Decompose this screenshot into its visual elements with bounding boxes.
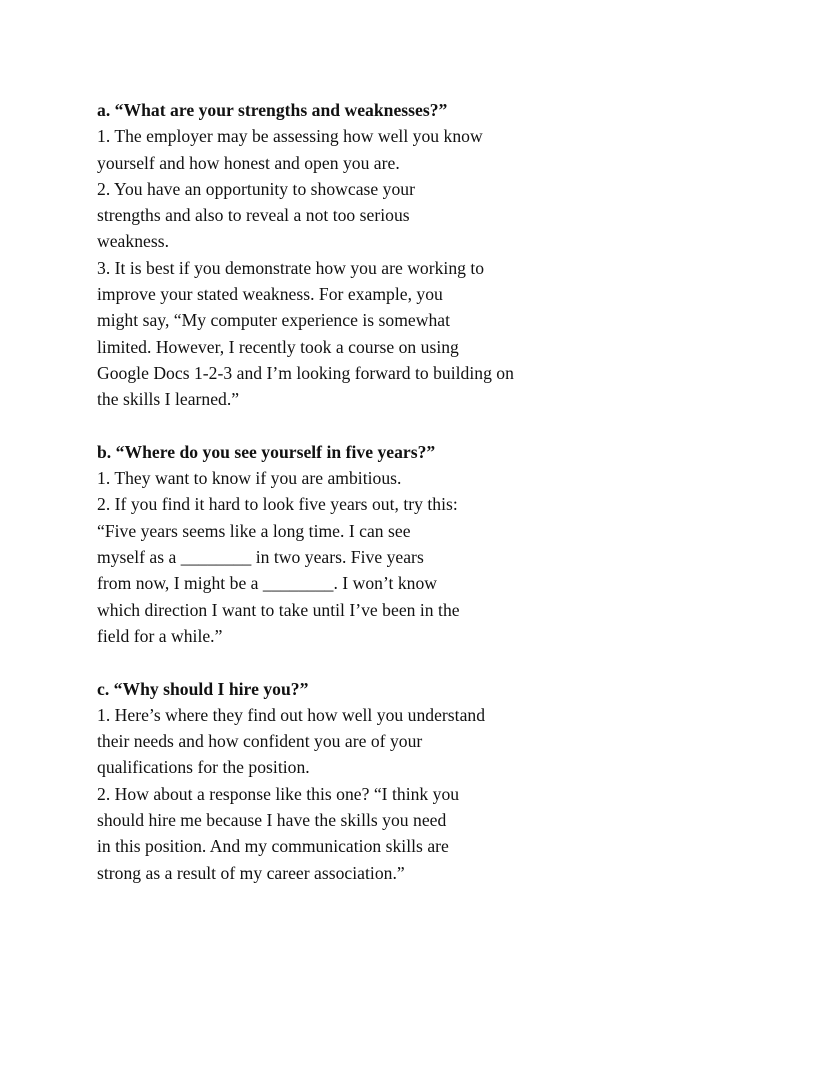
text-line: 1. They want to know if you are ambitious. bbox=[97, 468, 402, 489]
text-line: “Five years seems like a long time. I can see bbox=[97, 520, 411, 541]
paragraph-spacer bbox=[97, 413, 757, 439]
text-line: improve your stated weakness. For example, you bbox=[97, 284, 443, 305]
text-line: might say, “My computer experience is somewhat bbox=[97, 310, 451, 331]
text-line: their needs and how confident you are of your bbox=[97, 731, 423, 752]
text-line: from now, I might be a ________. I won’t know bbox=[97, 573, 438, 594]
section-why-hire bbox=[97, 676, 757, 886]
paragraph-spacer bbox=[97, 649, 757, 675]
text-line: 2. You have an opportunity to showcase your bbox=[97, 178, 416, 199]
section-heading: a. “What are your strengths and weaknesses?” bbox=[97, 100, 448, 120]
text-line: the skills I learned.” bbox=[97, 389, 240, 410]
section-heading: b. “Where do you see yourself in five years?” bbox=[97, 441, 436, 462]
text-line: yourself and how honest and open you are. bbox=[97, 152, 400, 173]
section-five-years bbox=[97, 439, 757, 649]
text-line: Google Docs 1-2-3 and I’m looking forward to building on bbox=[97, 362, 514, 383]
section-heading: c. “Why should I hire you?” bbox=[97, 678, 309, 699]
text-line: 1. The employer may be assessing how well you know bbox=[97, 126, 483, 147]
text-line: field for a while.” bbox=[97, 625, 223, 646]
text-line: strong as a result of my career association.” bbox=[97, 862, 405, 883]
text-line: 2. If you find it hard to look five years out, try this: bbox=[97, 494, 458, 515]
text-line: limited. However, I recently took a course on using bbox=[97, 336, 459, 357]
text-line: which direction I want to take until I’ve been in the bbox=[97, 599, 460, 620]
text-line: weakness. bbox=[97, 231, 169, 252]
text-line: in this position. And my communication skills are bbox=[97, 836, 449, 857]
text-line: should hire me because I have the skills you need bbox=[97, 810, 447, 831]
text-line: 3. It is best if you demonstrate how you are working to bbox=[97, 257, 485, 278]
text-line: 2. How about a response like this one? “I think you bbox=[97, 783, 460, 804]
text-line: strengths and also to reveal a not too serious bbox=[97, 205, 410, 226]
text-line: qualifications for the position. bbox=[97, 757, 310, 778]
document-page bbox=[97, 97, 757, 886]
section-strengths-weaknesses bbox=[97, 97, 757, 413]
text-line: 1. Here’s where they find out how well you understand bbox=[97, 704, 486, 725]
text-line: myself as a ________ in two years. Five years bbox=[97, 547, 424, 568]
